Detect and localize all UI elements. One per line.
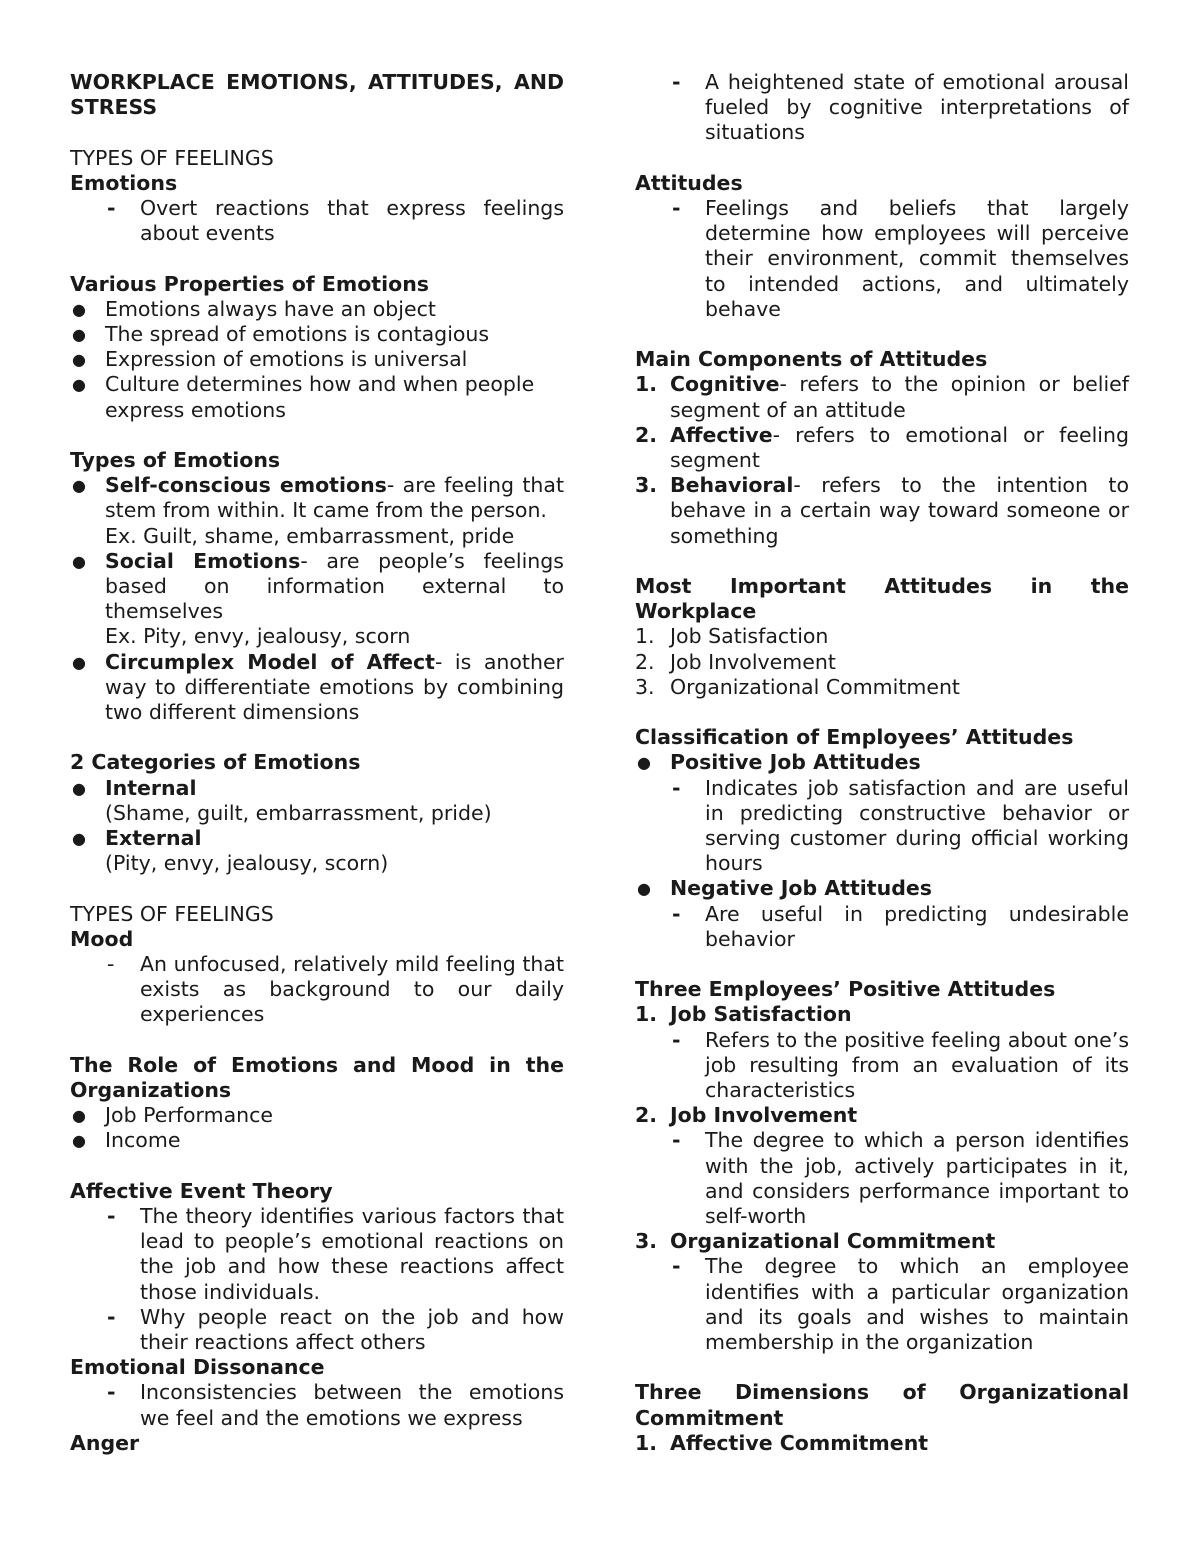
term: Cognitive xyxy=(670,372,780,397)
number-marker: 3. xyxy=(635,674,655,699)
list-item: 3. Organizational Commitment xyxy=(635,674,960,699)
bullet-marker: ● xyxy=(72,299,86,319)
mood-definition: An unfocused, relatively mild feeling that exists as background to our daily experiences xyxy=(140,952,564,1027)
dash-marker: - xyxy=(107,1204,116,1229)
term: Social Emotions xyxy=(105,548,301,573)
heading-classification: Classification of Employees’ Attitudes xyxy=(635,725,1074,750)
number-marker: 1. xyxy=(635,624,655,649)
list-item: ● Circumplex Model of Affect- is another way to differentiate emotions by combining two different dimensions xyxy=(72,649,564,725)
dash-marker: - xyxy=(107,1304,116,1329)
list-item xyxy=(635,1431,1129,1456)
dash-marker: - xyxy=(672,1254,681,1279)
example-text: Ex. Pity, envy, jealousy, scorn xyxy=(105,624,411,649)
term: Job Involvement xyxy=(670,1103,858,1128)
list-item: ● The spread of emotions is contagious xyxy=(72,322,490,346)
list-item: ● Culture determines how and when people express emotions xyxy=(72,372,535,422)
bullet-marker: ● xyxy=(637,753,651,773)
list-item: - The theory identifies various factors that lead to people’s emotional reactions on the job and how these reactions affect those individuals. xyxy=(107,1204,564,1304)
heading-main-components: Main Components of Attitudes xyxy=(635,347,988,372)
bullet-marker: ● xyxy=(637,879,651,899)
list-item: ● External (Pity, envy, jealousy, scorn) xyxy=(70,826,564,876)
dash-marker: - xyxy=(672,196,681,220)
list-item: - Why people react on the job and how their reactions affect others xyxy=(107,1304,564,1355)
list-item: ● Internal (Shame, guilt, embarrassment, pride) xyxy=(70,776,564,826)
term: Circumplex Model of Affect xyxy=(105,649,435,674)
anger-definition: A heightened state of emotional arousal fueled by cognitive interpretations of situations xyxy=(705,70,1129,145)
document-title: WORKPLACE EMOTIONS, ATTITUDES, AND STRESS xyxy=(70,70,564,120)
list-item: ● Job Performance xyxy=(72,1103,274,1128)
bullet-marker: ● xyxy=(72,551,86,571)
heading-affective-event-theory: Affective Event Theory xyxy=(70,1178,333,1203)
list-item: ● Social Emotions- are people’s feelings based on information external to themselves Ex. Pity, envy, jealousy, scorn xyxy=(72,548,564,649)
number-marker: 2. xyxy=(635,422,658,447)
left-column xyxy=(70,70,564,1456)
section-heading-types-of-feelings: TYPES OF FEELINGS xyxy=(70,901,274,926)
heading-emotional-dissonance: Emotional Dissonance xyxy=(70,1355,325,1380)
list-item xyxy=(635,1002,1129,1027)
list-item: ● Income xyxy=(72,1128,181,1153)
term: Organizational Commitment xyxy=(670,1229,996,1254)
bullet-marker: ● xyxy=(72,829,86,849)
number-marker: 1. xyxy=(635,1002,658,1027)
heading-three-dimensions: Three Dimensions of Organizational Commitment xyxy=(635,1380,1129,1430)
term: External xyxy=(105,826,202,851)
heading-attitudes: Attitudes xyxy=(635,170,743,195)
dash-marker: - xyxy=(107,196,116,220)
list-item: ● Expression of emotions is universal xyxy=(72,347,468,372)
list-item xyxy=(635,1103,1129,1128)
dash-marker: - xyxy=(672,1027,681,1052)
list-item xyxy=(635,1229,1129,1254)
heading-types-of-emotions: Types of Emotions xyxy=(70,448,281,472)
number-marker: 1. xyxy=(635,1430,658,1455)
heading-anger: Anger xyxy=(70,1430,140,1455)
bullet-marker: ● xyxy=(72,375,86,395)
list-item: ● Emotions always have an object xyxy=(72,296,436,321)
list-item: - Inconsistencies between the emotions we feel and the emotions we express xyxy=(107,1380,564,1430)
heading-three-positive-attitudes: Three Employees’ Positive Attitudes xyxy=(635,977,1056,1002)
list-item: 3. Behavioral- refers to the intention to behave in a certain way toward someone or something xyxy=(635,473,1129,548)
term: Negative Job Attitudes xyxy=(670,876,932,901)
term: Positive Job Attitudes xyxy=(670,750,921,775)
term: Self-conscious emotions xyxy=(105,473,387,498)
bullet-marker: ● xyxy=(72,1131,86,1151)
list-item: - The degree to which a person identifies with the job, actively participates in it, and considers performance important to self-worth xyxy=(672,1128,1129,1229)
list-item: - The degree to which an employee identifies with a particular organization and its goals and wishes to maintain membership in the organization xyxy=(672,1254,1129,1355)
dash-marker: - xyxy=(672,901,681,926)
right-column xyxy=(635,70,1129,1456)
term: Affective xyxy=(670,422,773,447)
list-item: 2. Job Involvement xyxy=(635,649,836,674)
term: Affective Commitment xyxy=(670,1430,929,1455)
dash-marker: - xyxy=(672,1128,681,1153)
bullet-marker: ● xyxy=(72,1106,86,1126)
list-item xyxy=(635,70,1129,146)
term: Internal xyxy=(105,775,197,800)
heading-role-of-emotions: The Role of Emotions and Mood in the Organizations xyxy=(70,1052,564,1103)
number-marker: 3. xyxy=(635,473,658,498)
term: Job Satisfaction xyxy=(670,1002,852,1027)
bullet-marker: ● xyxy=(72,350,86,370)
number-marker: 2. xyxy=(635,1103,658,1128)
number-marker: 1. xyxy=(635,372,658,397)
example-text: Ex. Guilt, shame, embarrassment, pride xyxy=(105,523,515,548)
heading-mood: Mood xyxy=(70,926,134,951)
heading-emotions: Emotions xyxy=(70,170,178,195)
list-item: 1. Cognitive- refers to the opinion or belief segment of an attitude xyxy=(635,372,1129,422)
number-marker: 2. xyxy=(635,649,655,674)
list-item: - Refers to the positive feeling about one’s job resulting from an evaluation of its characteristics xyxy=(672,1027,1129,1103)
heading-properties-of-emotions: Various Properties of Emotions xyxy=(70,271,430,296)
heading-categories-of-emotions: 2 Categories of Emotions xyxy=(70,750,361,775)
attitudes-definition: Feelings and beliefs that largely determine how employees will perceive their environment, commit themselves to intended actions, and ultimately behave xyxy=(705,196,1129,321)
bullet-marker: ● xyxy=(72,778,86,798)
dash-marker: - xyxy=(672,70,681,94)
list-item xyxy=(70,952,564,1028)
list-item xyxy=(635,196,1129,322)
bullet-marker: ● xyxy=(72,325,86,344)
list-item: - Indicates job satisfaction and are useful in predicting constructive behavior or serving customer during official working hours xyxy=(672,775,1129,876)
term: Behavioral xyxy=(670,473,794,498)
list-item: ● Self-conscious emotions- are feeling that stem from within. It came from the person. Ex. Guilt, shame, embarrassment, pride xyxy=(72,473,564,548)
section-heading-types-of-feelings: TYPES OF FEELINGS xyxy=(70,145,274,170)
list-item xyxy=(70,196,564,246)
dash-marker: - xyxy=(107,952,115,977)
number-marker: 3. xyxy=(635,1229,658,1254)
list-item: 2. Affective- refers to emotional or feeling segment xyxy=(635,422,1129,473)
list-item xyxy=(635,750,1129,775)
heading-most-important-attitudes: Most Important Attitudes in the Workplace xyxy=(635,574,1129,624)
list-item: 1. Job Satisfaction xyxy=(635,624,829,649)
list-item xyxy=(635,876,1129,901)
bullet-marker: ● xyxy=(72,476,86,496)
dash-marker: - xyxy=(107,1380,116,1405)
emotions-definition: Overt reactions that express feelings about events xyxy=(140,196,564,246)
list-item: - Are useful in predicting undesirable behavior xyxy=(672,901,1129,951)
dash-marker: - xyxy=(672,775,681,800)
bullet-marker: ● xyxy=(72,652,86,672)
